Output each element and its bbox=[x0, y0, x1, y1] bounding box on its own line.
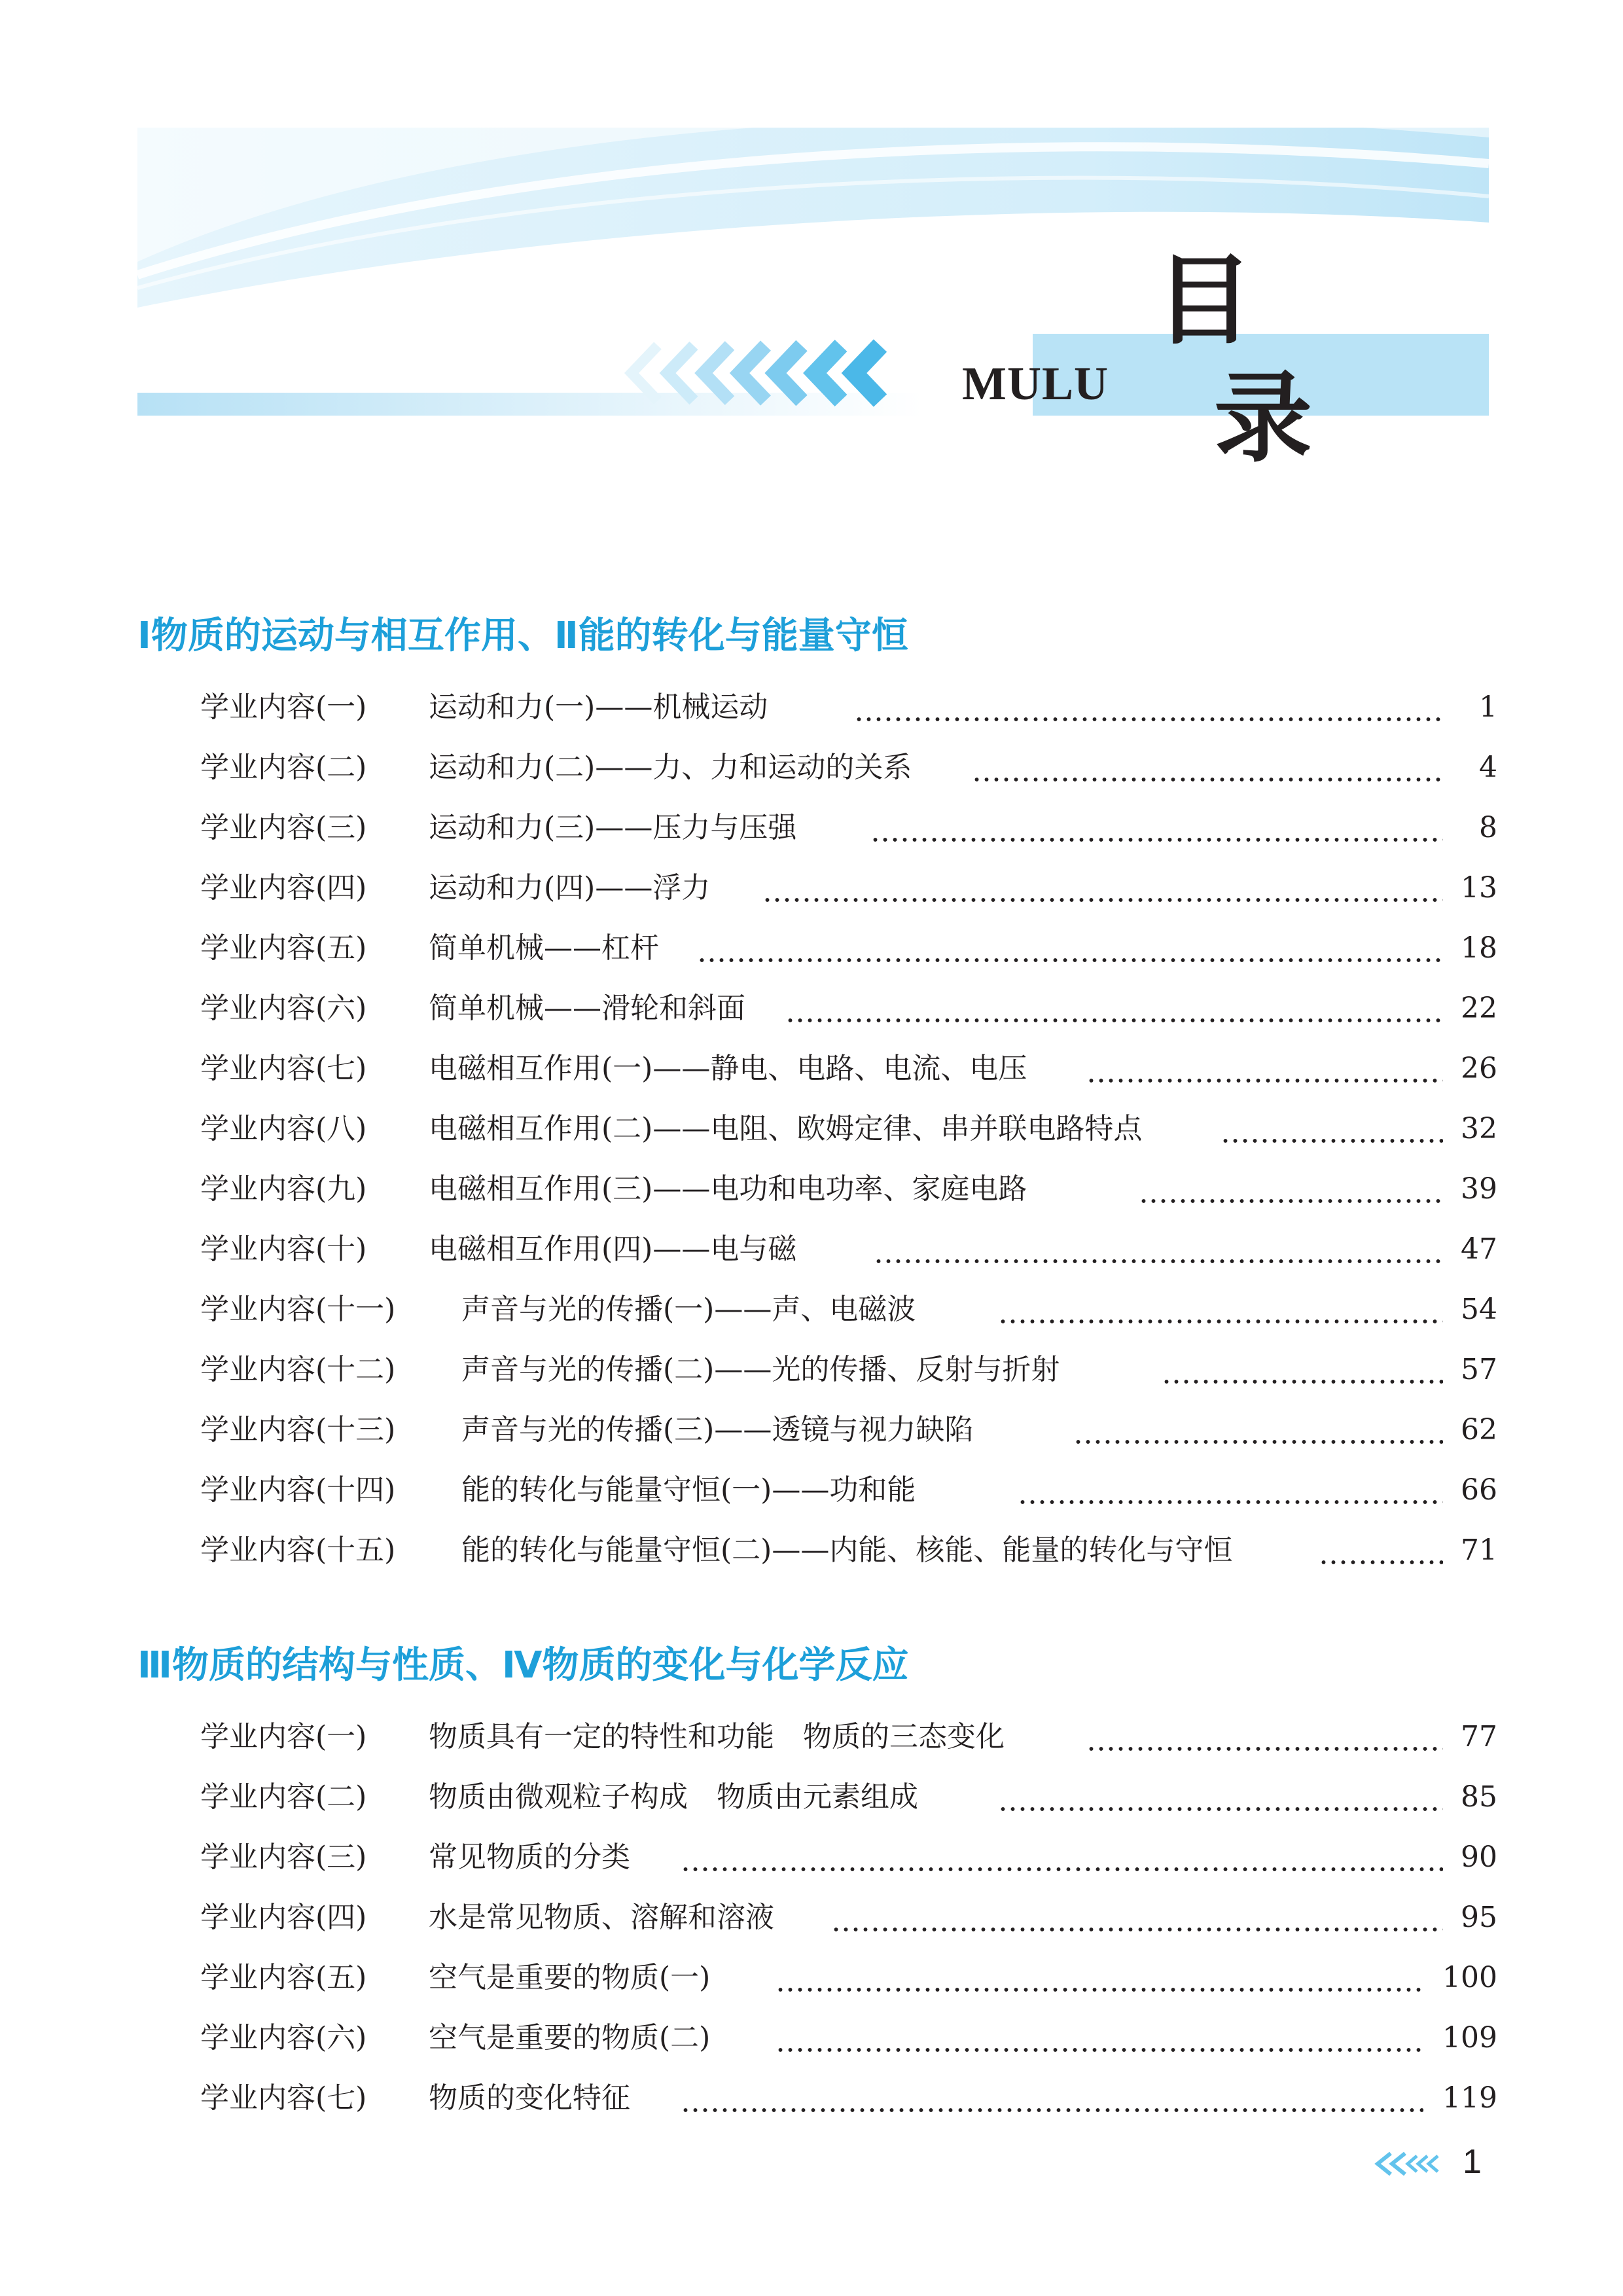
toc-entry-title: 空气是重要的物质(一) bbox=[429, 1961, 711, 1994]
toc-entry-label: 学业内容(九) bbox=[200, 1172, 367, 1206]
toc-section-1 bbox=[0, 613, 1623, 1575]
toc-entry-page: 8 bbox=[1479, 811, 1497, 844]
toc-entry[interactable] bbox=[0, 1948, 1623, 2008]
toc-entry-label: 学业内容(十四) bbox=[200, 1473, 396, 1507]
toc-entry[interactable] bbox=[0, 2008, 1623, 2068]
toc-entry-label: 学业内容(四) bbox=[200, 871, 367, 905]
toc-entry[interactable] bbox=[0, 1039, 1623, 1099]
toc-entry-title: 能的转化与能量守恒(二)——内能、核能、能量的转化与守恒 bbox=[461, 1534, 1233, 1567]
toc-entry-title: 简单机械——杠杆 bbox=[429, 931, 659, 965]
toc-entry-label: 学业内容(三) bbox=[200, 811, 367, 844]
toc-list bbox=[0, 1707, 1623, 2128]
toc-entry[interactable] bbox=[0, 1827, 1623, 1888]
header-latin-title: MULU bbox=[962, 357, 1109, 410]
toc-entry-title: 电磁相互作用(三)——电功和电功率、家庭电路 bbox=[429, 1172, 1027, 1206]
toc-entry-label: 学业内容(六) bbox=[200, 992, 367, 1025]
toc-entry-page: 109 bbox=[1442, 2021, 1497, 2054]
toc-entry-page: 85 bbox=[1461, 1780, 1497, 1814]
toc-entry-label: 学业内容(八) bbox=[200, 1112, 367, 1145]
toc-entry[interactable] bbox=[0, 1460, 1623, 1520]
section-title: Ⅲ物质的结构与性质、Ⅳ物质的变化与化学反应 bbox=[137, 1644, 909, 1687]
dot-leader bbox=[1086, 1746, 1443, 1751]
toc-entry-title: 电磁相互作用(二)——电阻、欧姆定律、串并联电路特点 bbox=[429, 1112, 1143, 1145]
toc-entry-title: 运动和力(四)——浮力 bbox=[429, 871, 711, 905]
toc-entry-page: 54 bbox=[1461, 1293, 1497, 1326]
toc-entry-page: 4 bbox=[1479, 751, 1497, 784]
header-title-char-1: 目 bbox=[1154, 244, 1253, 358]
dot-leader bbox=[762, 897, 1443, 903]
toc-entry-page: 22 bbox=[1461, 992, 1497, 1025]
dot-leader bbox=[1319, 1560, 1443, 1565]
toc-entry[interactable] bbox=[0, 978, 1623, 1039]
toc-entry[interactable] bbox=[0, 677, 1623, 738]
dot-leader bbox=[998, 1319, 1443, 1324]
header-banner bbox=[0, 0, 1623, 497]
toc-entry-title: 简单机械——滑轮和斜面 bbox=[429, 992, 745, 1025]
toc-entry-title: 运动和力(二)——力、力和运动的关系 bbox=[429, 751, 912, 784]
toc-entry-label: 学业内容(一) bbox=[200, 691, 367, 724]
toc-entry-title: 物质由微观粒子构成 物质由元素组成 bbox=[429, 1780, 918, 1814]
toc-entry-page: 90 bbox=[1461, 1840, 1497, 1874]
toc-entry-title: 物质具有一定的特性和功能 物质的三态变化 bbox=[429, 1720, 1005, 1753]
toc-entry-title: 常见物质的分类 bbox=[429, 1840, 630, 1874]
toc-entry-title: 电磁相互作用(一)——静电、电路、电流、电压 bbox=[429, 1052, 1027, 1085]
toc-entry-page: 47 bbox=[1461, 1232, 1497, 1266]
toc-entry-page: 26 bbox=[1461, 1052, 1497, 1085]
toc-entry-page: 39 bbox=[1461, 1172, 1497, 1206]
dot-leader bbox=[854, 717, 1443, 722]
toc-entry-label: 学业内容(五) bbox=[200, 931, 367, 965]
toc-entry[interactable] bbox=[0, 1280, 1623, 1340]
toc-entry[interactable] bbox=[0, 1767, 1623, 1827]
toc-entry-page: 100 bbox=[1442, 1961, 1497, 1994]
dot-leader bbox=[785, 1018, 1443, 1023]
toc-entry-page: 66 bbox=[1461, 1473, 1497, 1507]
toc-entry[interactable] bbox=[0, 1888, 1623, 1948]
toc-entry-label: 学业内容(一) bbox=[200, 1720, 367, 1753]
toc-entry-page: 18 bbox=[1461, 931, 1497, 965]
dot-leader bbox=[874, 1259, 1443, 1264]
toc-entry[interactable] bbox=[0, 798, 1623, 858]
dot-leader bbox=[681, 1867, 1443, 1872]
toc-entry-title: 运动和力(一)——机械运动 bbox=[429, 691, 768, 724]
dot-leader bbox=[1086, 1078, 1443, 1083]
section-title: Ⅰ物质的运动与相互作用、Ⅱ能的转化与能量守恒 bbox=[137, 615, 908, 657]
toc-entry-label: 学业内容(十三) bbox=[200, 1413, 396, 1446]
toc-entry[interactable] bbox=[0, 1219, 1623, 1280]
toc-entry[interactable] bbox=[0, 1340, 1623, 1400]
toc-entry-page: 95 bbox=[1461, 1901, 1497, 1934]
toc-entry-label: 学业内容(十一) bbox=[200, 1293, 396, 1326]
dot-leader bbox=[972, 777, 1443, 782]
toc-entry-label: 学业内容(四) bbox=[200, 1901, 367, 1934]
toc-entry-title: 声音与光的传播(三)——透镜与视力缺陷 bbox=[461, 1413, 974, 1446]
banner-graphic bbox=[0, 0, 1623, 497]
toc-entry[interactable] bbox=[0, 1159, 1623, 1219]
dot-leader bbox=[1221, 1138, 1443, 1143]
toc-entry-label: 学业内容(七) bbox=[200, 1052, 367, 1085]
toc-entry[interactable] bbox=[0, 858, 1623, 918]
toc-entry[interactable] bbox=[0, 1400, 1623, 1460]
toc-entry-label: 学业内容(十五) bbox=[200, 1534, 396, 1567]
toc-entry-page: 71 bbox=[1461, 1534, 1497, 1567]
toc-entry-title: 水是常见物质、溶解和溶液 bbox=[429, 1901, 774, 1934]
dot-leader bbox=[1162, 1379, 1443, 1384]
double-chevron-left-icon bbox=[1371, 2151, 1443, 2177]
dot-leader bbox=[1139, 1198, 1443, 1204]
toc-entry[interactable] bbox=[0, 918, 1623, 978]
dot-leader bbox=[1018, 1499, 1443, 1505]
toc-entry-label: 学业内容(七) bbox=[200, 2081, 367, 2115]
toc-entry-page: 62 bbox=[1461, 1413, 1497, 1446]
toc-entry-page: 77 bbox=[1461, 1720, 1497, 1753]
toc-entry-page: 32 bbox=[1461, 1112, 1497, 1145]
toc-entry-title: 声音与光的传播(一)——声、电磁波 bbox=[461, 1293, 916, 1326]
toc-entry[interactable] bbox=[0, 1707, 1623, 1767]
toc-list bbox=[0, 677, 1623, 1581]
toc-entry-label: 学业内容(十) bbox=[200, 1232, 367, 1266]
toc-entry-page: 13 bbox=[1461, 871, 1497, 905]
toc-entry-title: 电磁相互作用(四)——电与磁 bbox=[429, 1232, 797, 1266]
dot-leader bbox=[1073, 1439, 1443, 1444]
toc-entry[interactable] bbox=[0, 1099, 1623, 1159]
toc-entry[interactable] bbox=[0, 2068, 1623, 2128]
toc-entry-title: 空气是重要的物质(二) bbox=[429, 2021, 711, 2054]
toc-entry[interactable] bbox=[0, 1520, 1623, 1581]
toc-entry-page: 1 bbox=[1479, 691, 1497, 724]
toc-entry-title: 能的转化与能量守恒(一)——功和能 bbox=[461, 1473, 916, 1507]
toc-entry-label: 学业内容(五) bbox=[200, 1961, 367, 1994]
toc-entry-title: 运动和力(三)——压力与压强 bbox=[429, 811, 797, 844]
toc-entry-label: 学业内容(十二) bbox=[200, 1353, 396, 1386]
dot-leader bbox=[776, 1987, 1423, 1992]
toc-entry[interactable] bbox=[0, 738, 1623, 798]
toc-entry-label: 学业内容(二) bbox=[200, 1780, 367, 1814]
dot-leader bbox=[831, 1927, 1443, 1932]
dot-leader bbox=[681, 2108, 1423, 2113]
toc-entry-page: 119 bbox=[1442, 2081, 1497, 2115]
toc-section-2 bbox=[0, 1643, 1623, 2134]
page-number: 1 bbox=[1463, 2143, 1482, 2181]
dot-leader bbox=[697, 958, 1443, 963]
dot-leader bbox=[870, 837, 1443, 842]
toc-entry-title: 物质的变化特征 bbox=[429, 2081, 630, 2115]
toc-entry-label: 学业内容(二) bbox=[200, 751, 367, 784]
toc-entry-label: 学业内容(三) bbox=[200, 1840, 367, 1874]
header-title-char-2: 录 bbox=[1213, 362, 1312, 476]
dot-leader bbox=[776, 2047, 1423, 2053]
toc-entry-title: 声音与光的传播(二)——光的传播、反射与折射 bbox=[461, 1353, 1060, 1386]
dot-leader bbox=[998, 1806, 1443, 1812]
toc-entry-label: 学业内容(六) bbox=[200, 2021, 367, 2054]
toc-entry-page: 57 bbox=[1461, 1353, 1497, 1386]
